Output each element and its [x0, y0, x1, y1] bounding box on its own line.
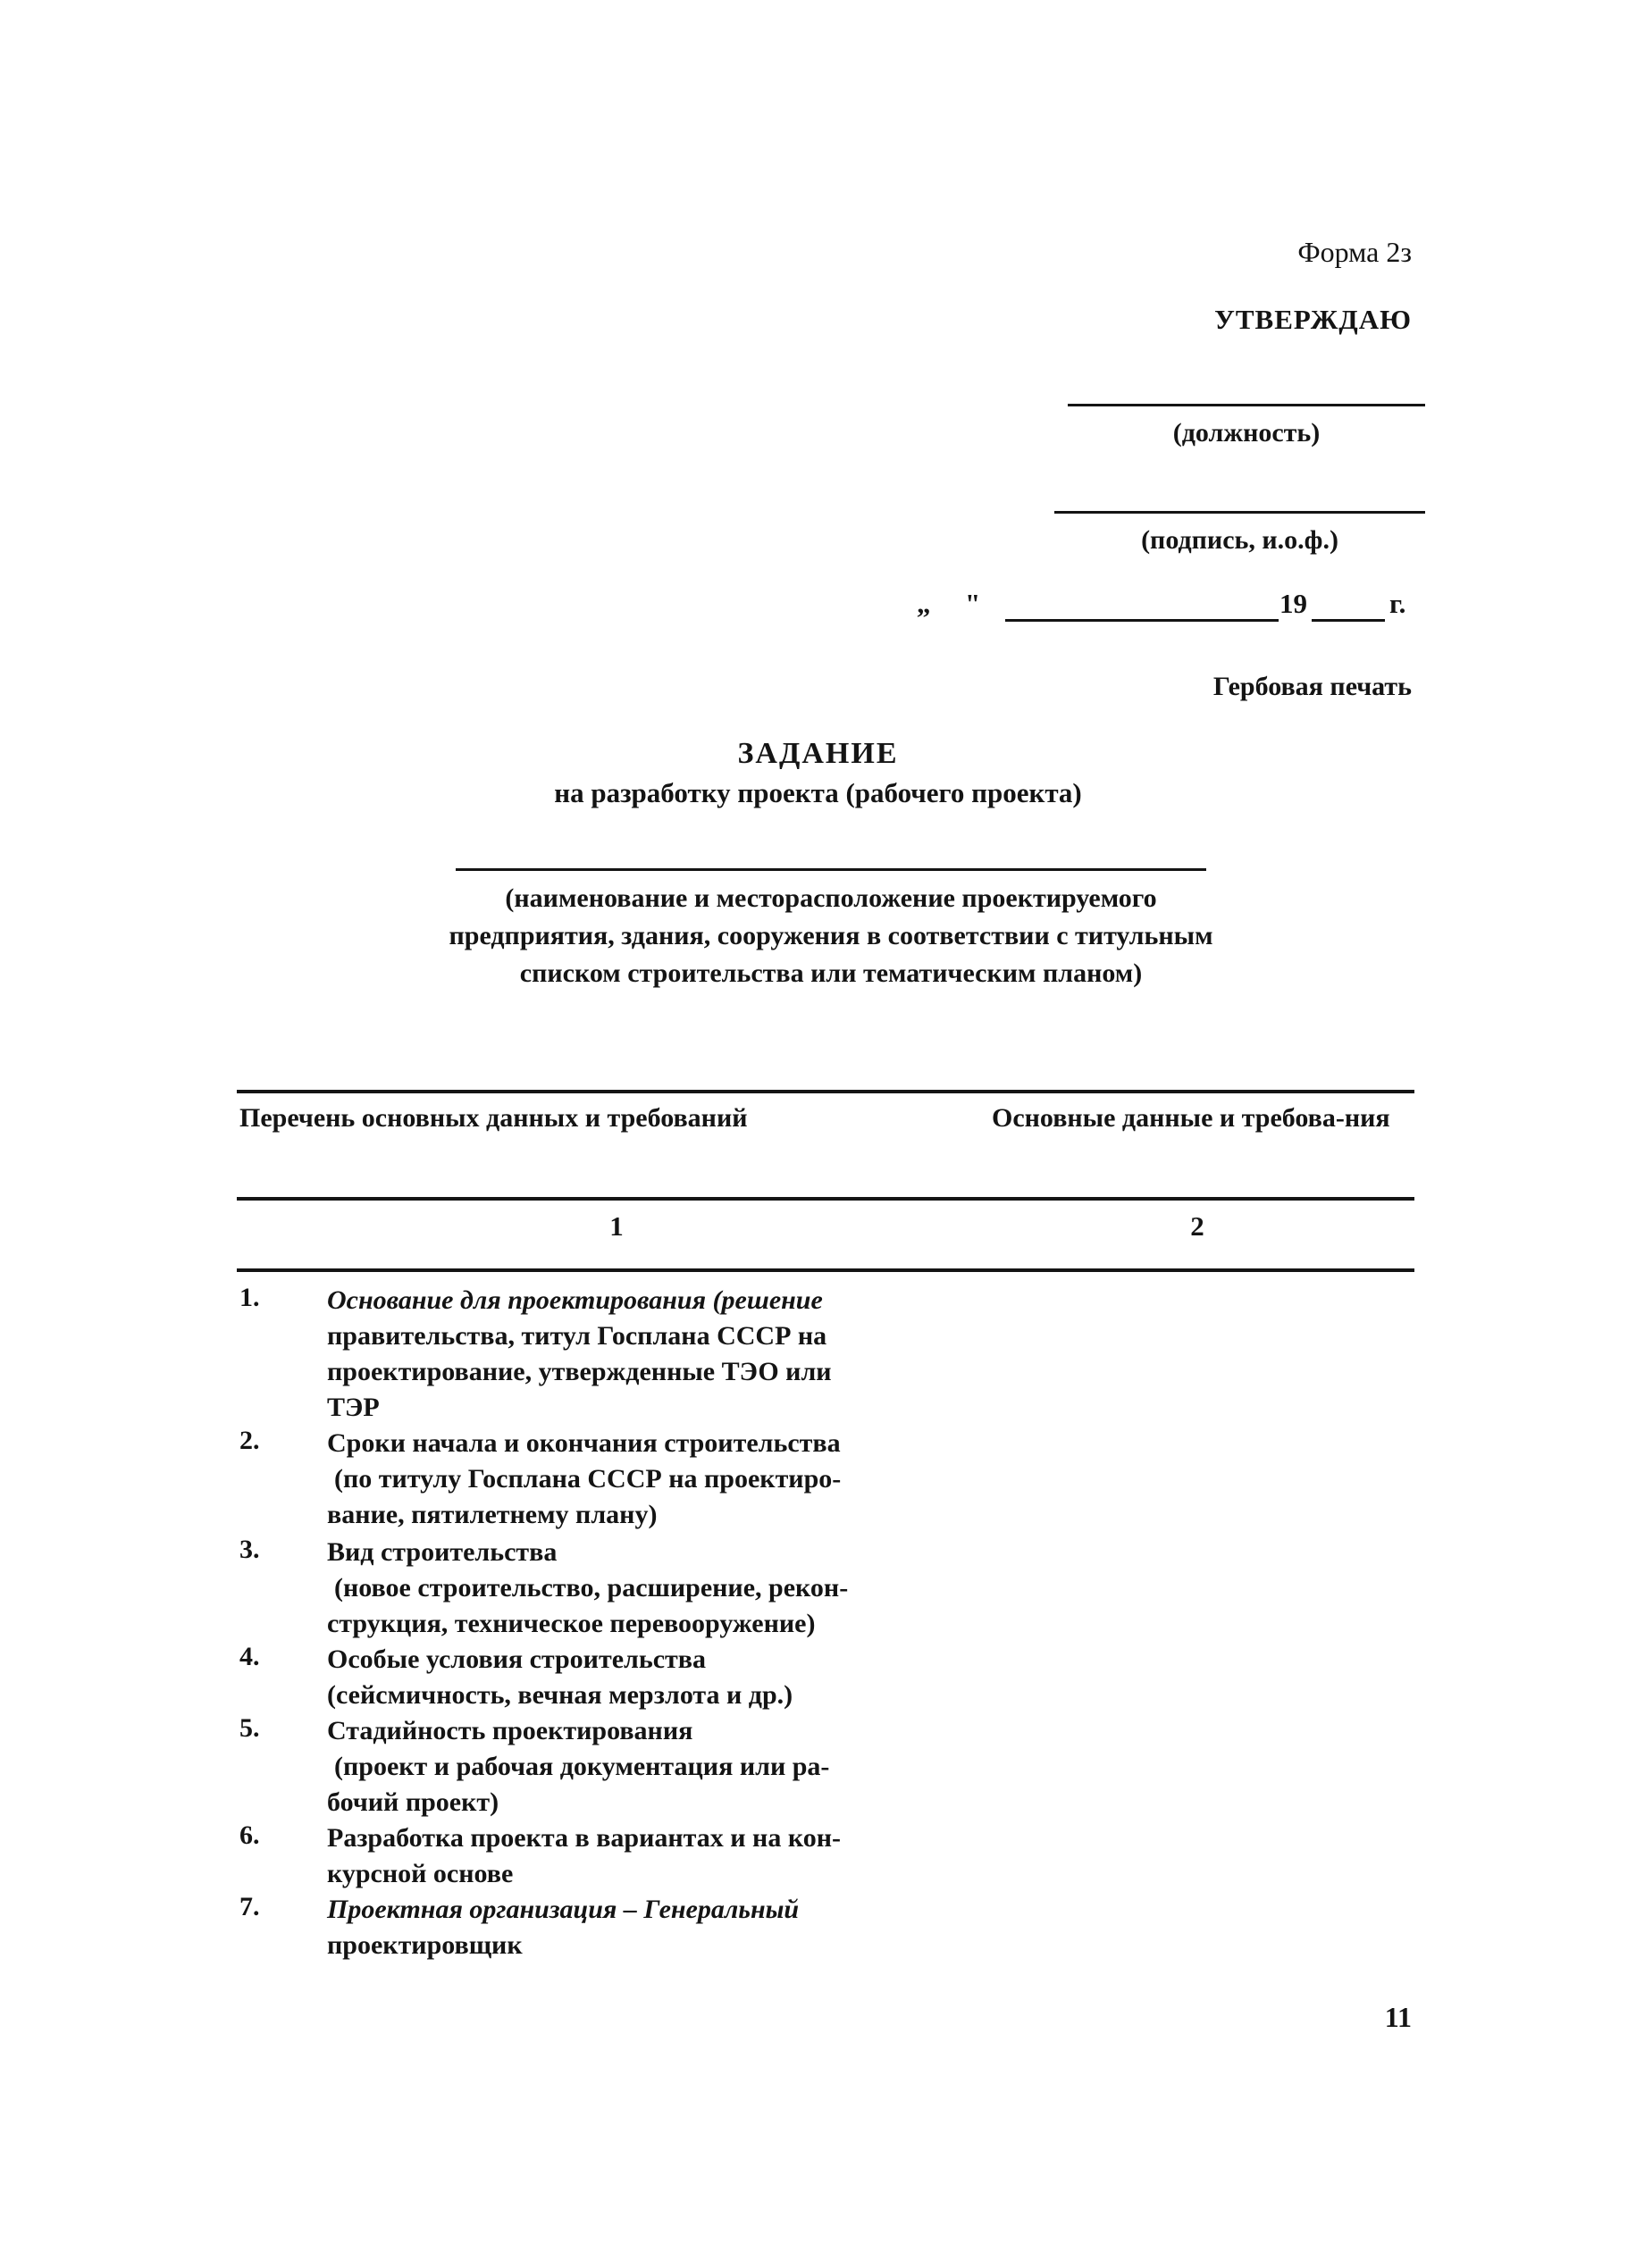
list-item: [327, 1426, 935, 1533]
list-item-line: проектирование, утвержденные ТЭО или: [327, 1357, 832, 1386]
list-item: [327, 1535, 935, 1642]
table-header-col2: [992, 1101, 1416, 1136]
list-item-line: (новое строительство, расширение, рекон-: [334, 1573, 849, 1603]
list-item: [327, 1892, 935, 1963]
date-quote-open: „: [917, 588, 931, 619]
list-item-line: струкция, техническое перевооружение): [327, 1609, 816, 1638]
table-header-rule: [237, 1197, 1414, 1201]
list-item-number: 5.: [239, 1713, 260, 1743]
list-item-line: Основание для проектирования (решение: [327, 1285, 823, 1315]
object-name-caption: (наименование и месторасположение проектируемого предприятия, здания, сооружения в соответствии с титульным списком строительства или тематическим планом): [449, 883, 1213, 988]
list-item-number: 4.: [239, 1642, 260, 1671]
document-title: ЗАДАНИЕ: [737, 737, 899, 770]
list-item: [327, 1820, 935, 1892]
list-item-line: Разработка проекта в вариантах и на кон-: [327, 1823, 842, 1853]
column-number-1: 1: [609, 1210, 624, 1242]
table-header-col2-text: Основные данные и требова-ния: [992, 1103, 1390, 1133]
signature-line: [1054, 511, 1425, 514]
date-quote-close: ": [965, 588, 981, 619]
date-year-prefix: 19: [1279, 588, 1307, 619]
table-header-col1: Перечень основных данных и требований: [239, 1103, 748, 1133]
list-item-line: Сроки начала и окончания строительства: [327, 1428, 841, 1458]
list-item-line: бочий проект): [327, 1787, 499, 1817]
list-item-number: 2.: [239, 1426, 260, 1455]
column-number-2: 2: [1190, 1210, 1204, 1242]
list-item-line: (по титулу Госплана СССР на проектиро-: [334, 1464, 842, 1494]
list-item: [327, 1642, 935, 1713]
seal-caption: Гербовая печать: [1212, 672, 1412, 701]
list-item-line: (сейсмичность, вечная мерзлота и др.): [327, 1680, 793, 1710]
date-year-suffix: г.: [1389, 588, 1406, 619]
list-item-number: 3.: [239, 1535, 260, 1564]
date-year-blank: [1312, 619, 1385, 622]
list-item-line: вание, пятилетнему плану): [327, 1500, 658, 1529]
list-item-number: 1.: [239, 1283, 260, 1312]
form-label: Форма 2з: [1297, 236, 1412, 268]
list-item-line: ТЭР: [327, 1393, 380, 1422]
position-line: [1068, 404, 1425, 406]
document-subtitle: на разработку проекта (рабочего проекта): [554, 777, 1082, 808]
list-item-line: курсной основе: [327, 1859, 514, 1888]
signature-caption: (подпись, и.о.ф.): [1141, 525, 1338, 555]
list-item-line: Проектная организация – Генеральный: [327, 1895, 800, 1924]
list-item-line: Вид строительства: [327, 1537, 558, 1567]
page-number: 11: [1384, 2001, 1412, 2033]
approval-heading: УТВЕРЖДАЮ: [1214, 304, 1412, 335]
list-item-line: правительства, титул Госплана СССР на: [327, 1321, 827, 1351]
date-day-month-blank: [1005, 619, 1279, 622]
object-name-line: [456, 868, 1206, 871]
list-item-line: Особые условия строительства: [327, 1645, 706, 1674]
list-item-line: Стадийность проектирования: [327, 1716, 693, 1745]
position-caption: (должность): [1172, 418, 1321, 448]
list-item-number: 7.: [239, 1892, 260, 1921]
approval-date-line: [902, 588, 1421, 632]
list-item: [327, 1713, 935, 1820]
list-item-line: проектировщик: [327, 1930, 523, 1960]
table-top-rule: [237, 1090, 1414, 1093]
list-item-line: (проект и рабочая документация или ра-: [334, 1752, 830, 1781]
list-item: [327, 1283, 935, 1426]
table-body-rule: [237, 1268, 1414, 1272]
list-item-number: 6.: [239, 1820, 260, 1850]
